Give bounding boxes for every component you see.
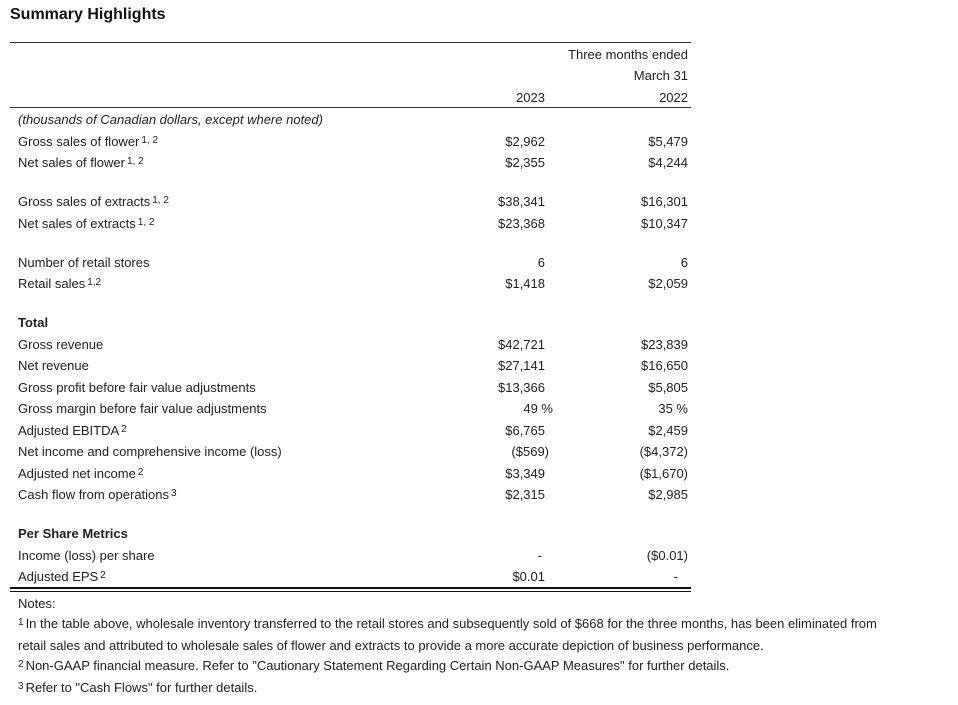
section-heading-row: [10, 313, 691, 333]
value-2023: $2,962: [505, 134, 545, 149]
row-label: Number of retail stores: [18, 255, 150, 270]
value-2023: $2,315: [505, 487, 545, 502]
value-2022: $2,985: [648, 487, 688, 502]
note-1-continued: retail sales and attributed to wholesale sales of flower and extracts to provide a more accurate depiction of business performance.: [18, 638, 764, 653]
notes-section: [18, 594, 938, 700]
row-label: Income (loss) per share: [18, 548, 155, 563]
row-label: Gross sales of extracts $^{1, 2}$: [18, 194, 169, 209]
row-footnote-ref: 1, 2: [141, 135, 159, 146]
table-row: [10, 464, 691, 484]
section-heading-per-share: Per Share Metrics: [18, 526, 128, 541]
table-row: [10, 192, 691, 212]
row-footnote-ref: 1, 2: [126, 156, 144, 167]
header-period-line1: Three months ended: [568, 47, 688, 62]
row-label: Gross margin before fair value adjustments: [18, 401, 267, 416]
value-2023: -: [537, 548, 542, 563]
row-footnote-ref: 1, 2: [137, 217, 155, 228]
table-row: [10, 214, 691, 234]
table-row: [10, 399, 691, 419]
note-number: 2: [18, 659, 24, 670]
row-label: Net revenue: [18, 358, 89, 373]
value-2022: 6: [680, 255, 688, 270]
note-3: $^3$ Refer to "Cash Flows" for further details.: [18, 680, 258, 695]
table-row: [10, 132, 691, 152]
table-row: [10, 567, 691, 587]
row-label: Adjusted EBITDA $^2$: [18, 423, 127, 438]
notes-heading: Notes:: [18, 596, 56, 611]
row-footnote-ref: 3: [171, 488, 177, 499]
value-2022: $2,059: [648, 276, 688, 291]
table-row: [10, 442, 691, 462]
row-label: Gross revenue: [18, 337, 104, 352]
note-number: 1: [18, 617, 24, 628]
value-2023: $1,418: [505, 276, 545, 291]
table-row: [10, 421, 691, 441]
value-2022: $16,650: [641, 358, 688, 373]
value-2023: 49 %: [523, 401, 553, 416]
value-2023: $13,366: [498, 380, 545, 395]
row-footnote-ref: 1,2: [87, 277, 102, 288]
units-note-row: [10, 110, 691, 130]
table-row: [10, 485, 691, 505]
row-label: Adjusted EPS $^2$: [18, 569, 106, 584]
row-footnote-ref: 2: [121, 424, 127, 435]
table-row: [10, 335, 691, 355]
section-heading-total: Total: [18, 315, 49, 330]
row-label: Net sales of extracts $^{1, 2}$: [18, 216, 155, 231]
table-row: [10, 356, 691, 376]
note-number: 3: [18, 681, 24, 692]
value-2022: $16,301: [641, 194, 688, 209]
value-2022: $4,244: [648, 155, 688, 170]
row-label: Net sales of flower $^{1, 2}$: [18, 155, 144, 170]
note-2: $^2$ Non-GAAP financial measure. Refer to "Cautionary Statement Regarding Certain Non-GAAP Measures" for further details.: [18, 658, 730, 673]
value-2022: $5,479: [648, 134, 688, 149]
table-row: [10, 253, 691, 273]
value-2023: $6,765: [505, 423, 545, 438]
value-2023: $27,141: [498, 358, 545, 373]
value-2022: ($1,670): [639, 466, 688, 481]
value-2022: 35 %: [658, 401, 688, 416]
value-2023: $0.01: [512, 569, 545, 584]
units-note: (thousands of Canadian dollars, except where noted): [18, 112, 323, 127]
value-2023: $42,721: [498, 337, 545, 352]
table-row: [10, 546, 691, 566]
row-label: Gross profit before fair value adjustments: [18, 380, 256, 395]
value-2022: ($4,372): [639, 444, 688, 459]
page-title: Summary Highlights: [10, 6, 166, 23]
value-2023: $38,341: [498, 194, 545, 209]
row-label: Retail sales $^{1,2}$: [18, 276, 102, 291]
row-footnote-ref: 1, 2: [152, 195, 169, 206]
note-1: $^1$ In the table above, wholesale inventory transferred to the retail stores and subsequently sold of $668 for the three months, has been eliminated from: [18, 616, 877, 631]
row-label: Net income and comprehensive income (loss): [18, 444, 282, 459]
value-2023: ($569): [511, 444, 549, 459]
value-2022: $2,459: [648, 423, 688, 438]
value-2023: $3,349: [505, 466, 545, 481]
value-2022: $10,347: [641, 216, 688, 231]
value-2023: 6: [537, 255, 545, 270]
table-row: [10, 153, 691, 173]
header-col-2023: 2023: [516, 90, 545, 105]
table-row: [10, 274, 691, 294]
header-bottom-rule: [10, 107, 691, 108]
value-2023: $2,355: [505, 155, 545, 170]
table-bottom-rule-thick: [10, 587, 691, 589]
row-label: Cash flow from operations $^3$: [18, 487, 177, 502]
table-bottom-rule-thin: [10, 591, 691, 592]
header-col-2022: 2022: [659, 90, 688, 105]
value-2023: $23,368: [498, 216, 545, 231]
row-label: Adjusted net income $^2$: [18, 466, 144, 481]
row-footnote-ref: 2: [137, 467, 144, 478]
row-label: Gross sales of flower $^{1, 2}$: [18, 134, 159, 149]
header-period-line2: March 31: [633, 68, 688, 83]
table-top-rule: [10, 42, 691, 43]
table-row: [10, 378, 691, 398]
row-footnote-ref: 2: [100, 570, 106, 581]
value-2022: $23,839: [641, 337, 688, 352]
value-2022: ($0.01): [646, 548, 688, 563]
value-2022: $5,805: [648, 380, 688, 395]
section-heading-row: [10, 524, 691, 544]
value-2022: -: [673, 569, 678, 584]
